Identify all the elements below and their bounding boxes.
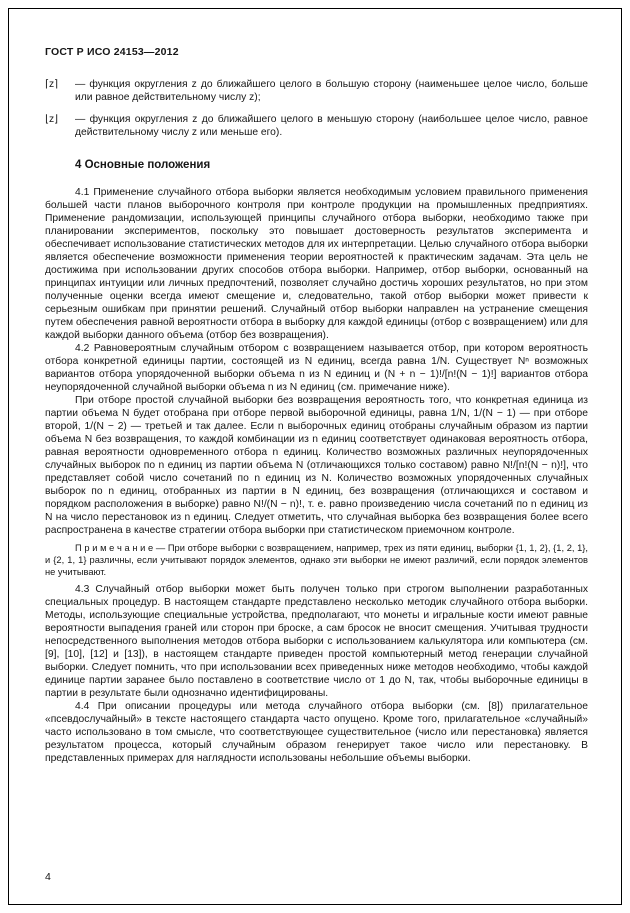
floor-function-symbol: ⌊z⌋ [45, 114, 59, 125]
section-heading: 4 Основные положения [75, 159, 211, 171]
ceiling-function-symbol: ⌈z⌉ [45, 79, 59, 90]
page-number: 4 [45, 871, 51, 883]
paragraph-4-4: 4.4 При описании процедуры или метода случайного отбора выборки (см. [8]) прилагательное «псевдослучайный» в тексте настоящего стандарта часто опущено. Кроме того, прилагательное «случайный» часто использовано в том смысле, что соответствующее существительное (число или перестановка) является результатом процесса, который случайным образом генерирует такое число или перестановку. В представленных примерах для наглядности использованы небольшие объемы выборки. [45, 701, 588, 764]
definition-floor-text: — функция округления z до ближайшего целого в меньшую сторону (наибольшее целое число, равное действительному числу z или меньше его). [75, 114, 588, 138]
paragraph-4-2: 4.2 Равновероятным случайным отбором с возвращением называется отбор, при котором вероятность отбора конкретной единицы партии, состоящей из N единиц, всегда равна 1/N. Существует Nⁿ возможных вариантов отбора упорядоченной выборки объема n из N единиц и (N + n − 1)!/[n!(N − 1)!] вариантов отбора неупорядоченной случайной выборки объема n из N единиц (см. примечание ниже). [45, 343, 588, 393]
paragraph-4-1: 4.1 Применение случайного отбора выборки является необходимым условием правильного применения большей части планов выборочного контроля при контроле продукции на промышленных предприятиях. Применение рандомизации, использующей принципы случайного отбора выборки, необходимо также при планировании экспериментов, поскольку это повышает достоверность результатов эксперимента и обеспечивает использование статистических методов для их интерпретации. Целью случайного отбора выборки является обеспечение возможности применения теории вероятностей к практическим задачам. Эта цель не достижима при использовании других способов отбора выборки. Например, отбор выборки, основанный на принципах интуиции или личных предпочтений, позволяет случайно достичь хороших результатов, но при этом полученные оценки всегда имеют смещение и, следовательно, такой отбор выборки может привести к серьезным ошибкам при принятии решений. Случайный отбор выборки направлен на устранение смещения путем обеспечения равной вероятности отбора в выборку для каждой единицы (отбор с возвращением) или для каждой выборки данного объема (отбор без возвращения). [45, 187, 588, 341]
standard-designation: ГОСТ Р ИСО 24153—2012 [45, 46, 179, 58]
definition-floor [45, 113, 588, 139]
paragraph-4-3: 4.3 Случайный отбор выборки может быть получен только при строгом выполнении разработанных специальных процедур. В настоящем стандарте представлено несколько методик случайного отбора выборки. Методы, использующие специальные устройства, предполагают, что монеты и игральные кости имеют равные вероятности выпадения граней или сторон при броске, а сам бросок не вносит смещения. Учитывая трудности непосредственного выполнения методов отбора выборки с использованием калькулятора или компьютера (см. [9], [10], [12] и [13]), в настоящем стандарте приведен простой компьютерный метод генерации случайной выборки. Следует помнить, что при использовании всех приведенных ниже методов необходимо, чтобы каждой единице партии заранее было поставлено в соответствие число от 1 до N, так, чтобы выборочные единицы в партии в результате были однозначно идентифицированы. [45, 584, 588, 699]
definition-ceiling [45, 78, 588, 104]
page-content [45, 46, 588, 765]
paragraph-4-2-continued: При отборе простой случайной выборки без возвращения вероятность того, что конкретная единица из партии объема N будет отобрана при отборе первой выборочной единицы, равна 1/N, 1/(N − 1) — при отборе второй, 1/(N − 2) — третьей и так далее. Если n выборочных единиц отобраны случайным образом из партии объема N без возвращения, то каждой комбинации из n единиц соответствует одинаковая вероятность отбора, равная вероятности одновременного отбора n единиц. Количество возможных различных неупорядоченных случайных выборок по n единиц из партии объема N (отличающихся только составом) равно N!/[n!(N − n)!], что представляет собой число сочетаний по n единиц из N. Количество возможных упорядоченных случайных выборок по n единиц, отобранных из партии в N единиц, без возвращения (отличающихся и составом и порядком расположения в выборке) равно N!/(N − n)!, т. е. равно произведению числа сочетаний по n единиц из N на число перестановок из n единиц. Следует отметить, что случайная выборка без возвращения более всего распространена в качестве стратегии отбора выборки при статистическом приемочном контроле. [45, 395, 588, 536]
definition-ceiling-text: — функция округления z до ближайшего целого в большую сторону (наименьшее целое число, больше или равное действительному числу z); [75, 79, 588, 103]
note-paragraph: П р и м е ч а н и е — При отборе выборки с возвращением, например, трех из пяти единиц, выборки {1, 1, 2}, {1, 2, 1}, и {2, 1, 1} различны, если учитывают порядок элементов, однако эти выборки не имеют различий, если порядок элементов не учитывают. [45, 543, 588, 577]
